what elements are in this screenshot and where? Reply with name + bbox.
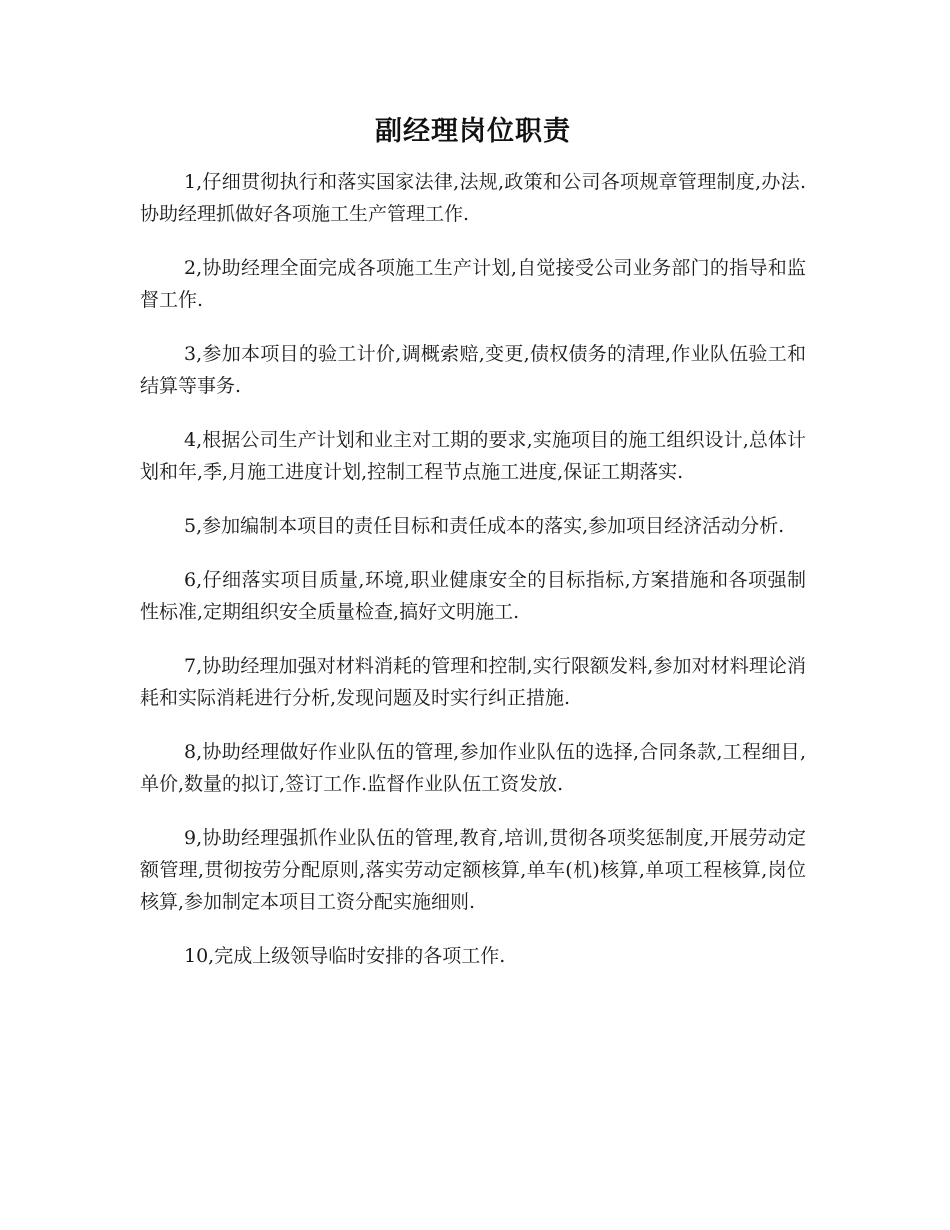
paragraph-2: 2,协助经理全面完成各项施工生产计划,自觉接受公司业务部门的指导和监督工作. xyxy=(140,257,806,311)
page-title: 副经理岗位职责 xyxy=(375,116,571,147)
paragraph-9: 9,协助经理强抓作业队伍的管理,教育,培训,贯彻各项奖惩制度,开展劳动定额管理,贯彻按劳分配原则,落实劳动定额核算,单车(机)核算,单项工程核算,岗位核算,参加制定本项目工资分配实施细则. xyxy=(140,827,806,913)
paragraph-1: 1,仔细贯彻执行和落实国家法律,法规,政策和公司各项规章管理制度,办法.协助经理抓做好各项施工生产管理工作. xyxy=(140,171,806,225)
paragraph-6: 6,仔细落实项目质量,环境,职业健康安全的目标指标,方案措施和各项强制性标准,定期组织安全质量检查,搞好文明施工. xyxy=(140,569,806,623)
paragraph-7: 7,协助经理加强对材料消耗的管理和控制,实行限额发料,参加对材料理论消耗和实际消耗进行分析,发现问题及时实行纠正措施. xyxy=(140,655,806,709)
document-page xyxy=(140,112,806,994)
paragraph-10: 10,完成上级领导临时安排的各项工作. xyxy=(184,945,506,967)
paragraph-4: 4,根据公司生产计划和业主对工期的要求,实施项目的施工组织设计,总体计划和年,季,月施工进度计划,控制工程节点施工进度,保证工期落实. xyxy=(140,429,806,483)
paragraph-3: 3,参加本项目的验工计价,调概索赔,变更,债权债务的清理,作业队伍验工和结算等事务. xyxy=(140,343,806,397)
paragraph-5: 5,参加编制本项目的责任目标和责任成本的落实,参加项目经济活动分析. xyxy=(184,515,785,537)
paragraph-8: 8,协助经理做好作业队伍的管理,参加作业队伍的选择,合同条款,工程细目,单价,数量的拟订,签订工作.监督作业队伍工资发放. xyxy=(140,741,806,795)
